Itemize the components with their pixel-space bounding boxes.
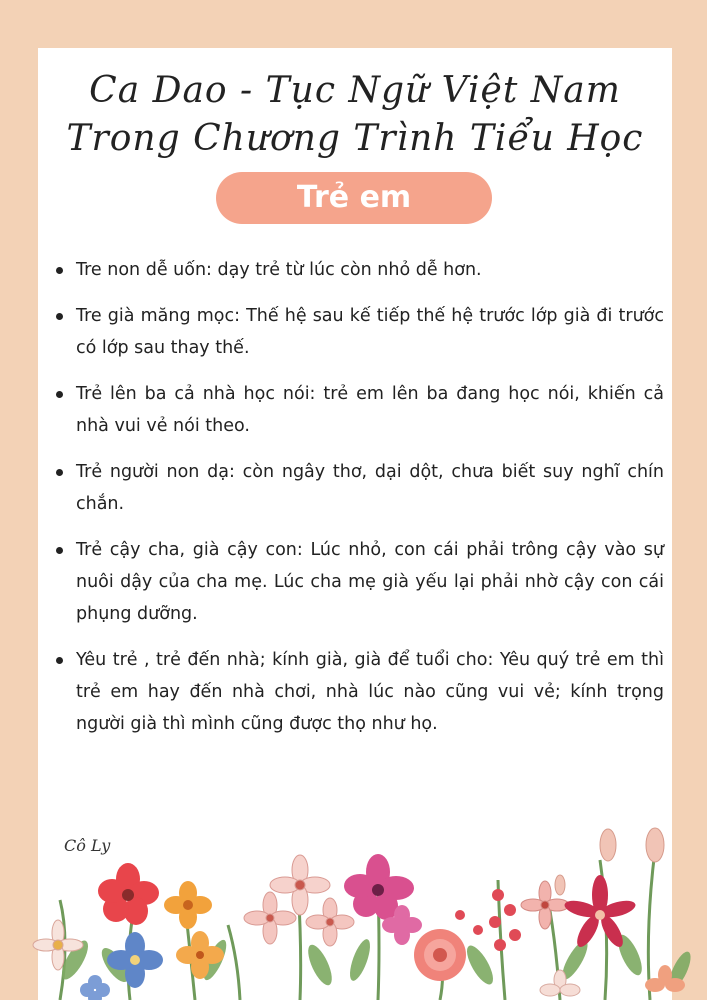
- signature: Cô Ly: [64, 836, 111, 855]
- topic-badge: Trẻ em: [216, 172, 492, 224]
- list-item: Trẻ cậy cha, già cậy con: Lúc nhỏ, con cái phải trông cậy vào sự nuôi dậy của cha mẹ. Lúc cha mẹ già yếu lại phải nhờ cậy con cái phụng dưỡng.: [52, 534, 664, 630]
- list-item: Tre non dễ uốn: dạy trẻ từ lúc còn nhỏ dễ hơn.: [52, 254, 664, 286]
- page-title-line-1: Ca Dao - Tục Ngữ Việt Nam: [89, 70, 621, 111]
- list-item: Yêu trẻ , trẻ đến nhà; kính già, già để tuổi cho: Yêu quý trẻ em thì trẻ em hay đến nhà chơi, nhà lúc nào cũng vui vẻ; kính trọng người già thì mình cũng được thọ như họ.: [52, 644, 664, 740]
- content-card: [38, 48, 672, 1000]
- proverb-list: [52, 254, 664, 754]
- list-item: Trẻ lên ba cả nhà học nói: trẻ em lên ba đang học nói, khiến cả nhà vui vẻ nói theo.: [52, 378, 664, 442]
- page-title-line-2: Trong Chương Trình Tiểu Học: [66, 118, 644, 159]
- list-item: Tre già măng mọc: Thế hệ sau kế tiếp thế hệ trước lớp già đi trước có lớp sau thay thế.: [52, 300, 664, 364]
- list-item: Trẻ người non dạ: còn ngây thơ, dại dột, chưa biết suy nghĩ chín chắn.: [52, 456, 664, 520]
